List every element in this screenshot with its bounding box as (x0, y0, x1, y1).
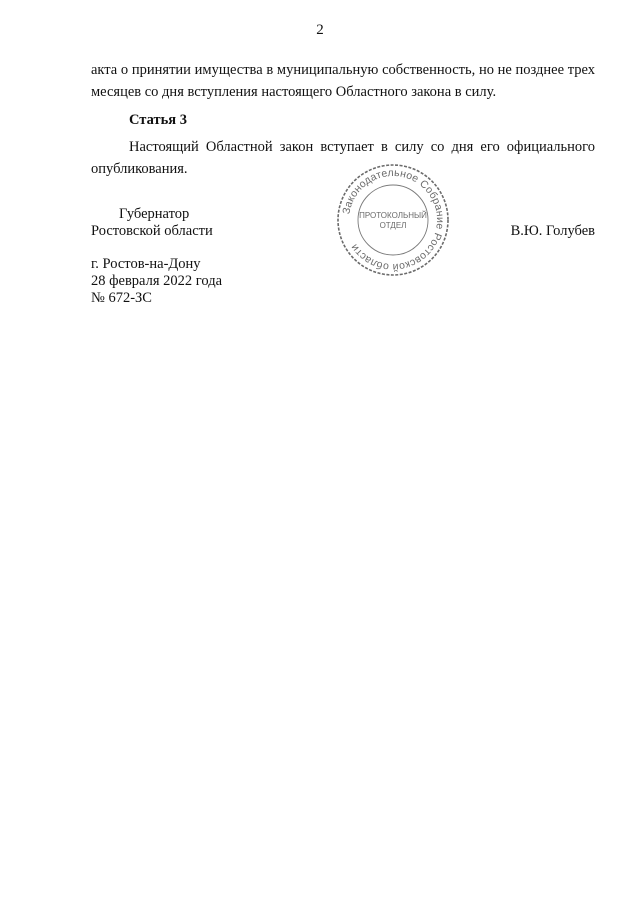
signer-position (91, 206, 213, 240)
footer-place: г. Ростов-на-Дону (91, 256, 201, 272)
stamp-seal-icon (336, 163, 450, 277)
footer-number: № 672-ЗС (91, 290, 152, 306)
stamp-center-line-1: ПРОТОКОЛЬНЫЙ (359, 211, 427, 220)
page-number: 2 (316, 22, 324, 38)
document-footer (91, 256, 222, 307)
signer-name: В.Ю. Голубев (510, 223, 595, 239)
official-stamp (336, 163, 450, 277)
signer-position-title: Губернатор (119, 206, 190, 222)
signer-position-region: Ростовской области (91, 223, 213, 239)
paragraph-article-3: Настоящий Областной закон вступает в силу со дня его официального опубликования. (91, 139, 595, 177)
footer-date: 28 февраля 2022 года (91, 273, 223, 289)
paragraph-continuation: акта о принятии имущества в муниципальную собственность, но не позднее трех месяцев со дня вступления настоящего Областного закона в силу. (91, 62, 595, 100)
stamp-ring-text: Законодательное Собрание Ростовской области (340, 166, 447, 274)
stamp-center-line-2: ОТДЕЛ (379, 221, 407, 230)
article-heading: Статья 3 (129, 112, 187, 128)
